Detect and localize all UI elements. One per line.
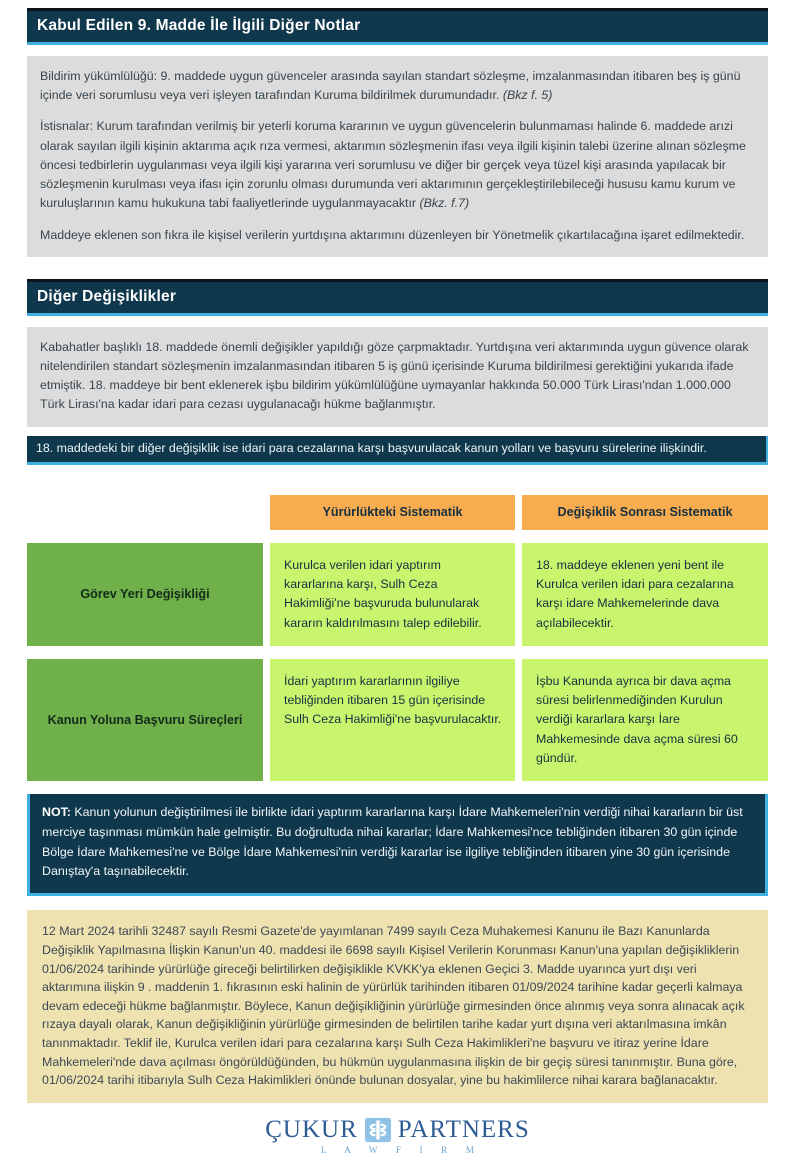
reference-citation: (Bkz. f.7) bbox=[419, 196, 470, 211]
paragraph bbox=[40, 226, 754, 245]
firm-emblem-icon bbox=[364, 1117, 392, 1143]
section-header-changes bbox=[27, 279, 768, 316]
note-text: Kanun yolunun değiştirilmesi ile birlikte idari yaptırım kararlarına karşı İdare Mahkemeleri'nin verdiği nihai kararların bir üst merciye taşınması mümkün hale gelmiştir. Bu doğrultuda nihai kararlar; İdare Mahkemesi'nce tebliğinden itibaren 30 gün içinde Bölge İdare Mahkemesi'ne ve Bölge İdare Mahkemesi'nin verdiği kararlar ise ilgiliye tebliğinden itibaren yine 30 gün içerisinde Danıştay'a taşınabilecektir. bbox=[42, 804, 743, 879]
cell-after-change: İşbu Kanunda ayrıca bir dava açma süresi belirlenmediğinden Kurulun verdiği kararlara karşı İare Mahkemesinde dava açma süresi 60 gündür. bbox=[522, 659, 768, 781]
footer bbox=[27, 1116, 768, 1156]
closing-paragraph-box bbox=[27, 910, 768, 1102]
paragraph-text: Bildirim yükümlülüğü: 9. maddede uygun güvenceler arasında sayılan standart sözleşme, imzalanmasından itibaren beş iş günü içinde veri sorumlusu veya veri işleyen tarafından Kuruma bildirilmek durumundadır. bbox=[40, 69, 741, 103]
cell-after-change: 18. maddeye eklenen yeni bent ile Kurulca verilen idari para cezalarına karşı idare Mahkemelerinde dava açılabilecektir. bbox=[522, 543, 768, 646]
cell-current-system: Kurulca verilen idari yaptırım kararlarına karşı, Sulh Ceza Hakimliği'ne başvuruda bulunularak kararın kaldırılmasını talep edilebilir. bbox=[270, 543, 515, 646]
note-prefix: NOT: bbox=[42, 804, 71, 819]
paragraph bbox=[40, 67, 754, 105]
law-firm-logo bbox=[265, 1116, 530, 1144]
table-header-row bbox=[27, 495, 768, 530]
section-header-notes bbox=[27, 8, 768, 45]
paragraph-text: Maddeye eklenen son fıkra ile kişisel verilerin yurtdışına aktarımını düzenleyen bir Yönetmelik çıkartılacağına işaret edilmektedir. bbox=[40, 227, 745, 242]
table-row bbox=[27, 659, 768, 781]
row-label: Kanun Yoluna Başvuru Süreçleri bbox=[27, 659, 263, 781]
logo-word-left: ÇUKUR bbox=[265, 1115, 358, 1143]
cell-current-system: İdari yaptırım kararlarının ilgiliye tebliğinden itibaren 15 gün içerisinde Sulh Ceza Hakimliği'ne başvurulacaktır. bbox=[270, 659, 515, 781]
header-cell-current: Yürürlükteki Sistematik bbox=[270, 495, 515, 530]
paragraph: Kabahatler başlıklı 18. maddede önemli değişikler yapıldığı göze çarpmaktadır. Yurtdışına veri aktarımında uygun güvence olarak nitelendirilen standart sözleşmenin imzalanmasından itibaren 5 iş günü içerisinde Kuruma bildirilmesi gerektiğini yukarıda ifade etmiştik. 18. maddeye bir bent eklenerek işbu bildirim yükümlülüğüne uymayanlar hakkında 50.000 Türk Lirası'ndan 1.000.000 Türk Lirası'na kadar idari para cezası uygulanacağı hükme bağlanmıştır. bbox=[40, 339, 749, 412]
notes-box bbox=[27, 56, 768, 257]
changes-box bbox=[27, 327, 768, 427]
section-title: Diğer Değişiklikler bbox=[37, 287, 177, 305]
spacer bbox=[27, 257, 768, 279]
header-cell-after: Değişiklik Sonrası Sistematik bbox=[522, 495, 768, 530]
note-box bbox=[27, 794, 768, 896]
change-highlight-banner: 18. maddedeki bir diğer değişiklik ise idari para cezalarına karşı başvurulacak kanun yolları ve başvuru sürelerine ilişkindir. bbox=[27, 436, 768, 465]
paragraph-text: İstisnalar: Kurum tarafından verilmiş bir yeterli koruma kararının ve uygun güvencelerin bulunmaması halinde 6. maddede arızi olarak sayılan ilgili kişinin aktarıma açık rıza vermesi, aktarımın sözleşmenin ifası veya ilgili kişinin talebi üzerine alınan sözleşme öncesi tedbirlerin uygulanması veya ilgili kişi yararına veri sorumlusu ve diğer bir gerçek veya tüzel kişi arasında yapılacak bir sözleşmenin kurulması veya ifası için zorunlu olması durumunda veri aktarımının gerçekleştirilebileceği hususu kamu kurum ve kuruluşlarının kamu hukukuna tabi faaliyetlerinde uygulanmayacaktır bbox=[40, 119, 746, 211]
paragraph bbox=[40, 117, 754, 213]
table-row bbox=[27, 543, 768, 646]
comparison-table bbox=[27, 495, 768, 781]
row-label: Görev Yeri Değişikliği bbox=[27, 543, 263, 646]
section-title: Kabul Edilen 9. Madde İle İlgili Diğer Notlar bbox=[37, 17, 361, 34]
logo-subtitle: L A W F I R M bbox=[320, 1145, 483, 1156]
closing-text: 12 Mart 2024 tarihli 32487 sayılı Resmi Gazete'de yayımlanan 7499 sayılı Ceza Muhakemesi Kanunu ile Bazı Kanunlarda Değişiklik Yapılmasına İlişkin Kanun'un 40. maddesi ile 6698 sayılı Kişisel Verilerin Korunması Kanun'una yapılan değişikliklerin 01/06/2024 tarihinde yürürlüğe gireceği belirtilirken değişiklikle KVKK'ya eklenen Geçici 3. Madde uyarınca yurt dışı veri aktarımına ilişkin 9 . maddenin 1. fıkrasının eski halinin de yürürlük tarihinden itibaren 01/09/2024 tarihine kadar geçerli kalmaya devam edeceği hükme bağlanmıştır. Böylece, Kanun değişikliğinin yürürlüğe girmesinden önce alınmış veya sonra alınacak açık rızaya dayalı olarak, Kanun değişikliğinin yürürlüğe girmesinden de belirtilen tarihe kadar yurt dışına veri aktarılmasına imkân tanınmaktadır. Teklif ile, Kurulca verilen idari para cezalarına karşı Sulh Ceza Hakimlikleri'ne başvuru ve itiraz yerine İdare Mahkemeleri'nde dava açılması öngörüldüğünden, bu hükmün uygulanmasına ilişkin de bir geçiş süresi tanınmıştır. Buna göre, 01/06/2024 tarihi itibarıyla Sulh Ceza Hakimlikleri önünde bulunan dosyalar, yine bu hakimlilerce nihai karara bağlanacaktır. bbox=[42, 924, 745, 1088]
logo-word-right: PARTNERS bbox=[397, 1115, 530, 1143]
header-cell-empty bbox=[27, 495, 263, 530]
reference-citation: (Bkz f. 5) bbox=[502, 88, 553, 103]
